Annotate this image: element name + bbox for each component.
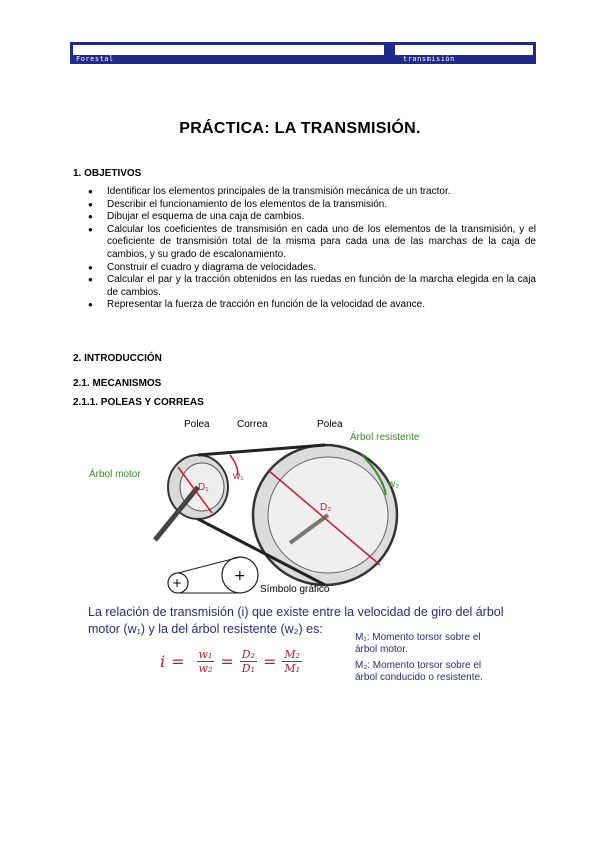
relation-text: La relación de transmisión (i) que existe entre la velocidad de giro del árbol motor (w₁) y la del árbol resistente (w₂) es:	[88, 605, 504, 636]
page-header-bar	[70, 42, 536, 64]
transmission-ratio-formula: i = $\frac{\text{w₁}}{\text{w₂}}$ = $\frac{\text{D₂}}{\text{D₁}}$ = $\frac{\text{M₂}}{\text{M₁}}$	[160, 648, 301, 675]
list-item: ● Identificar los elementos principales de la transmisión mecánica de un tractor.	[88, 186, 451, 197]
moment-m1-note: M₁: Momento torsor sobre el árbol motor.	[355, 632, 481, 655]
header-left-box	[73, 45, 384, 55]
label-simbolo-grafico: Símbolo gráfico	[260, 584, 330, 595]
section-introduccion-heading: 2. INTRODUCCIÓN	[73, 353, 162, 364]
bullet-icon: ●	[88, 262, 93, 272]
bullet-icon: ●	[88, 212, 93, 222]
page-title: PRÁCTICA: LA TRANSMISIÓN.	[179, 120, 421, 137]
subsection-poleas-heading: 2.1.1. POLEAS Y CORREAS	[73, 397, 204, 408]
subsection-mecanismos-heading: 2.1. MECANISMOS	[73, 378, 162, 389]
label-arbol-motor: Árbol motor	[89, 469, 141, 480]
header-right-box	[395, 45, 533, 55]
label-d1: D₁	[198, 482, 209, 493]
svg-text:+: +	[234, 568, 246, 584]
label-correa: Correa	[237, 419, 268, 430]
bullet-icon: ●	[88, 300, 93, 310]
bullet-icon: ●	[88, 199, 93, 209]
section-objetivos-heading: 1. OBJETIVOS	[73, 168, 142, 179]
svg-text:+: +	[172, 576, 183, 590]
list-item: ● Construir el cuadro y diagrama de velocidades.	[88, 261, 316, 273]
moment-m2-note: M₂: Momento torsor sobre el árbol conducido o resistente.	[355, 660, 483, 683]
label-w2: w₂	[388, 479, 400, 490]
label-w1: w₁	[233, 471, 244, 482]
bullet-icon: ●	[88, 224, 93, 234]
pulley-belt-illustration	[150, 425, 400, 605]
objectives-list	[88, 186, 536, 312]
list-item: ● Representar la fuerza de tracción en función de la velocidad de avance.	[88, 299, 425, 311]
label-arbol-resistente: Árbol resistente	[350, 432, 420, 443]
list-item: ● Dibujar el esquema de una caja de cambios.	[88, 211, 305, 223]
label-polea-left: Polea	[184, 419, 210, 430]
bullet-icon: ●	[88, 275, 93, 285]
list-item: ● Describir el funcionamiento de los elementos de la transmisión.	[88, 198, 388, 210]
bullet-icon: ●	[88, 187, 93, 196]
label-polea-right: Polea	[317, 419, 343, 430]
label-d2: D₂	[320, 502, 332, 513]
header-left-label: Forestal	[76, 55, 114, 63]
header-right-label: transmisión	[403, 55, 455, 63]
list-item: ● Calcular los coeficientes de transmisión en cada uno de los elementos de la transmisión, y el coeficiente de transmisión total de la misma para cada una de las marchas de la caja de cambios, y su grado de escalonamiento.	[88, 223, 536, 260]
list-item: ● Calcular el par y la tracción obtenidos en las ruedas en función de la marcha elegida en la caja de cambios.	[88, 274, 536, 298]
